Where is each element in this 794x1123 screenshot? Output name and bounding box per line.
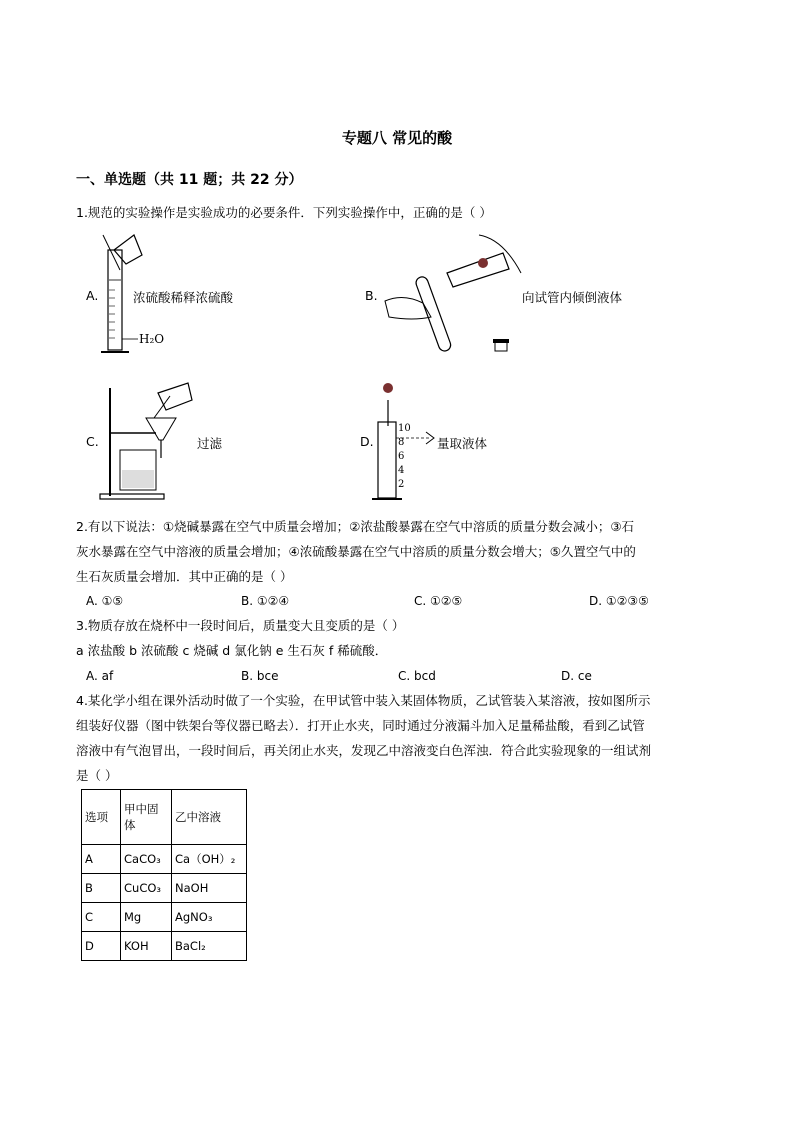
q2-stem-line1: 2.有以下说法：①烧碱暴露在空气中质量会增加；②浓盐酸暴露在空气中溶质的质量分数会减小；③石: [76, 519, 635, 534]
scale-tick: 4: [398, 465, 405, 476]
q1-option-b-label: 向试管内倾倒液体: [522, 290, 623, 305]
table-row[interactable]: [82, 932, 247, 961]
q2-option-c[interactable]: C. ①②⑤: [414, 594, 463, 608]
q1-option-c-label: 过滤: [197, 436, 223, 451]
table-header-cell: 选项: [82, 790, 121, 845]
section-heading: 一、单选题（共 11 题；共 22 分）: [76, 172, 303, 188]
table-row[interactable]: [82, 845, 247, 874]
scale-tick: 10: [398, 423, 411, 434]
table-row[interactable]: [82, 903, 247, 932]
q1-option-a-label: 浓硫酸稀释浓硫酸: [133, 290, 234, 305]
table-cell: CaCO₃: [121, 845, 172, 874]
q1-option-d-letter[interactable]: D.: [360, 434, 374, 449]
table-cell: CuCO₃: [121, 874, 172, 903]
table-cell: Ca（OH）₂: [172, 845, 247, 874]
table-cell: A: [82, 845, 121, 874]
table-cell: AgNO₃: [172, 903, 247, 932]
q2-stem-line2: 灰水暴露在空气中溶液的质量会增加；④浓硫酸暴露在空气中溶质的质量分数会增大；⑤久置空气中的: [76, 544, 636, 559]
q1-option-c-letter[interactable]: C.: [86, 434, 99, 449]
scale-tick: 2: [398, 479, 405, 490]
table-cell: Mg: [121, 903, 172, 932]
q3-option-b[interactable]: B. bce: [241, 669, 279, 683]
q2-stem-line3: 生石灰质量会增加．其中正确的是（ ）: [76, 569, 293, 584]
water-label: H₂O: [139, 332, 165, 346]
q4-stem-line2: 组装好仪器（图中铁架台等仪器已略去）．打开止水夹，同时通过分液漏斗加入足量稀盐酸，看到乙试管: [76, 718, 645, 733]
q3-option-a[interactable]: A. af: [86, 669, 114, 683]
table-row[interactable]: [82, 874, 247, 903]
table-cell: D: [82, 932, 121, 961]
table-cell: KOH: [121, 932, 172, 961]
q4-stem-line4: 是（ ）: [76, 768, 118, 783]
q3-option-d[interactable]: D. ce: [561, 669, 592, 683]
q3-stem: 3.物质存放在烧杯中一段时间后，质量变大且变质的是（ ）: [76, 618, 405, 633]
q2-option-b[interactable]: B. ①②④: [241, 594, 290, 608]
q2-option-d[interactable]: D. ①②③⑤: [589, 594, 649, 608]
table-header-row: [82, 790, 247, 845]
q3-items: a 浓盐酸 b 浓硫酸 c 烧碱 d 氯化钠 e 生石灰 f 稀硫酸．: [76, 643, 388, 658]
filtration-figure: [98, 378, 198, 502]
q4-stem-line3: 溶液中有气泡冒出，一段时间后，再关闭止水夹，发现乙中溶液变白色浑浊．符合此实验现象的一组试剂: [76, 743, 652, 758]
q4-stem-line1: 4.某化学小组在课外活动时做了一个实验，在甲试管中装入某固体物质，乙试管装入某溶液，按如图所示: [76, 693, 651, 708]
scale-tick: 6: [398, 451, 405, 462]
table-cell: BaCl₂: [172, 932, 247, 961]
page-title: 专题八 常见的酸: [341, 129, 453, 147]
table-cell: NaOH: [172, 874, 247, 903]
table-cell: B: [82, 874, 121, 903]
q2-option-a[interactable]: A. ①⑤: [86, 594, 124, 608]
q1-option-b-letter[interactable]: B.: [365, 288, 378, 303]
table-header-cell: 甲中固体: [121, 790, 172, 845]
table-header-cell: 乙中溶液: [172, 790, 247, 845]
scale-tick: 8: [398, 437, 405, 448]
pouring-figure: [383, 233, 523, 358]
q1-option-d-label: 量取液体: [437, 436, 488, 451]
table-cell: C: [82, 903, 121, 932]
reagent-table: [81, 789, 247, 961]
q3-option-c[interactable]: C. bcd: [398, 669, 436, 683]
q1-option-a-letter[interactable]: A.: [86, 288, 99, 303]
q1-stem: 1.规范的实验操作是实验成功的必要条件．下列实验操作中，正确的是（ ）: [76, 205, 492, 220]
cylinder-scale: [398, 422, 411, 492]
